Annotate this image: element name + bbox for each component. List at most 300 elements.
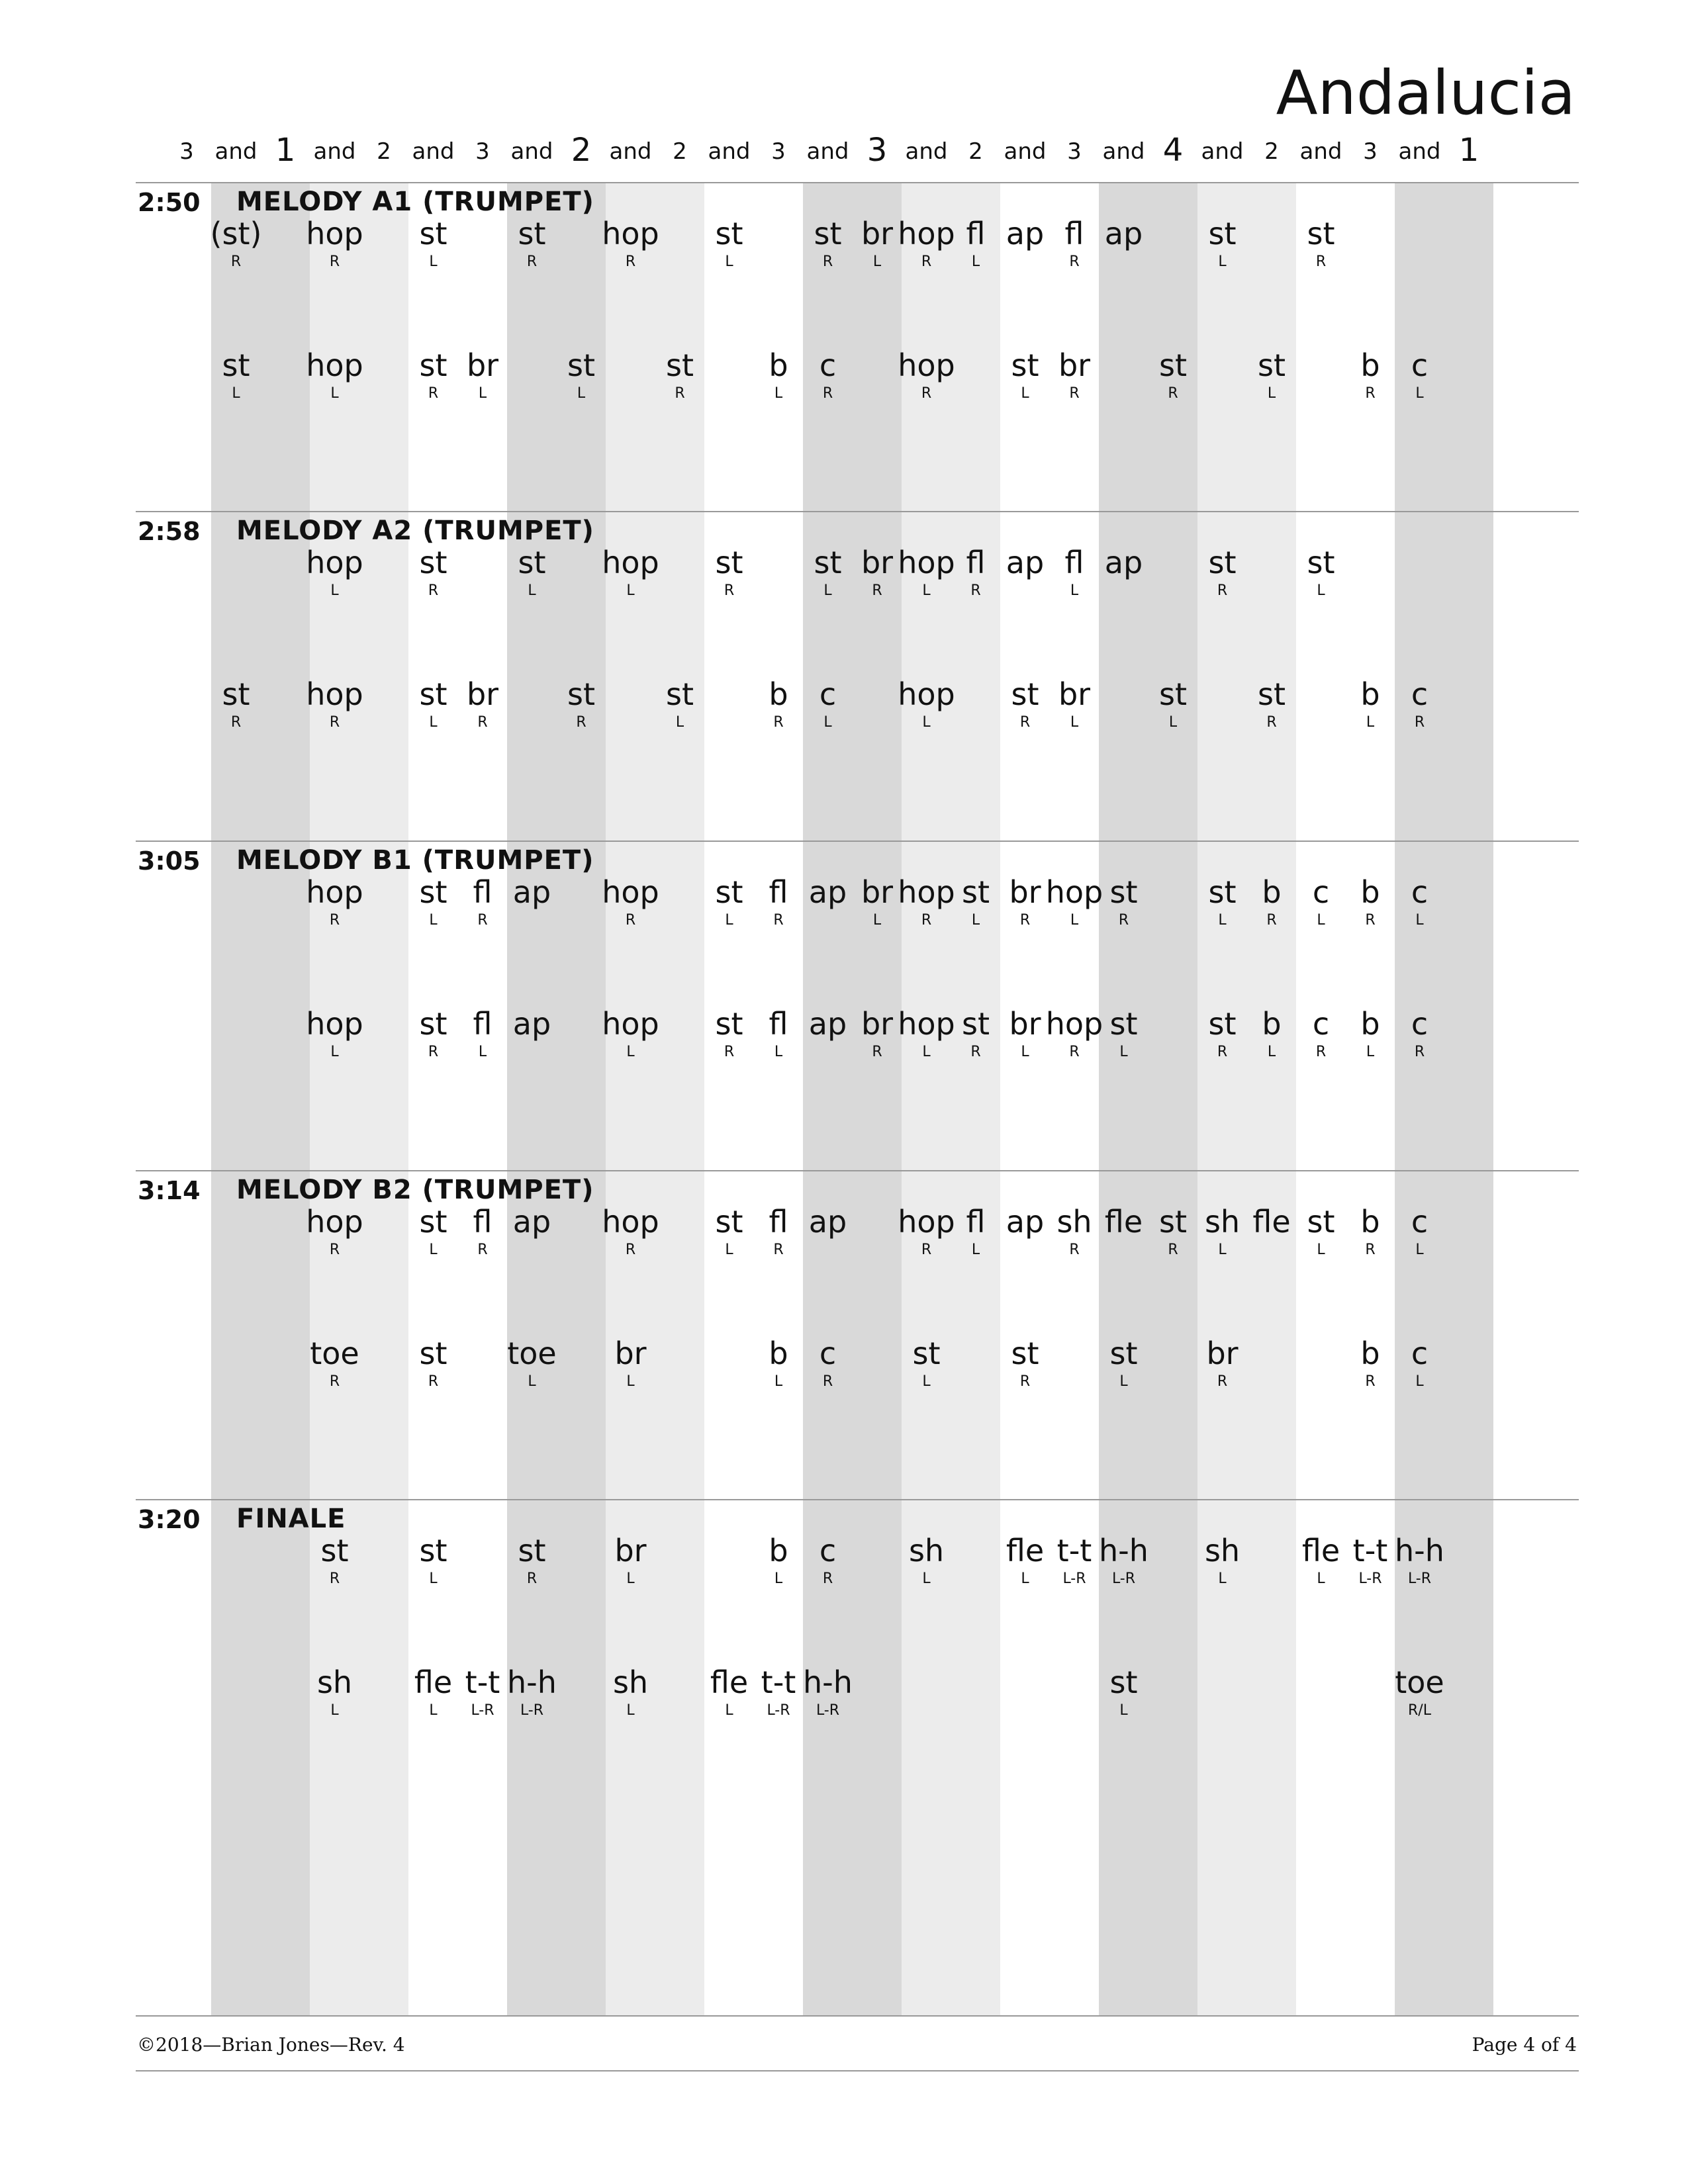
step-label: st [1011,1336,1039,1371]
step-label: b [769,347,788,383]
step-label: hop [602,1204,659,1240]
foot-indicator: R [970,1044,981,1060]
step-label: sh [612,1664,649,1700]
foot-indicator: R [921,253,932,270]
step-label: fl [473,1204,492,1240]
step-label: hop [898,676,955,712]
foot-indicator: R [230,253,242,270]
foot-indicator: R [477,1242,488,1258]
step-label: c [1411,1204,1429,1240]
step-label: st [419,1336,447,1371]
step-label: br [861,874,894,910]
step-label: sh [1056,1204,1092,1240]
foot-indicator: L [1218,253,1227,270]
beat-count: and [806,138,849,165]
step-label: b [1360,874,1380,910]
foot-indicator: R [1365,385,1376,402]
beat-count: 2 [1264,138,1279,165]
foot-indicator: R [625,912,636,929]
step-label: c [1411,1336,1429,1371]
foot-indicator: R [1217,1373,1228,1390]
step-label: c [819,1533,837,1569]
foot-indicator: L [725,1702,733,1719]
step-label: st [1158,1204,1187,1240]
step-label: st [1307,545,1335,580]
step-label: hop [602,545,659,580]
step-label: br [861,216,894,251]
beat-count: 2 [673,138,687,165]
footer-top-rule [136,2015,1579,2017]
foot-indicator: R [822,1570,833,1587]
step-label: st [715,545,743,580]
step-label: st [419,1533,447,1569]
step-label: ap [512,1006,551,1042]
beat-count: and [214,138,258,165]
step-label: hop [898,545,955,580]
foot-indicator: L [1021,385,1029,402]
foot-indicator: L [922,1373,931,1390]
step-label: hop [306,676,363,712]
foot-indicator: R [1266,912,1277,929]
foot-indicator: L [429,1570,438,1587]
beat-count: and [412,138,455,165]
step-label: st [715,1006,743,1042]
foot-indicator: R [1217,1044,1228,1060]
step-label: fl [1064,545,1084,580]
footer-copyright: ©2018—Brian Jones—Rev. 4 [137,2034,405,2056]
foot-indicator: L [1021,1044,1029,1060]
foot-indicator: L [626,1702,635,1719]
foot-indicator: R [329,1242,340,1258]
step-label: fle [710,1664,749,1700]
foot-indicator: R [428,1044,439,1060]
section-title: MELODY B2 (TRUMPET) [236,1175,594,1205]
step-label: fl [966,1204,986,1240]
foot-indicator: R [675,385,685,402]
step-label: st [1109,1006,1138,1042]
foot-indicator: L [1021,1570,1029,1587]
section-title: MELODY A1 (TRUMPET) [236,187,594,217]
step-label: st [567,676,595,712]
step-label: c [1411,676,1429,712]
foot-indicator: R [329,912,340,929]
foot-indicator: R [1365,1373,1376,1390]
beat-column-shade [902,182,1000,2015]
section-timestamp: 2:50 [138,188,201,217]
foot-indicator: L [1415,1373,1424,1390]
step-label: fle [1006,1533,1045,1569]
step-label: fl [769,1204,788,1240]
footer-page-number: Page 4 of 4 [1472,2034,1577,2056]
step-label: hop [898,1006,955,1042]
section-divider [136,1170,1579,1171]
foot-indicator: L [1119,1373,1128,1390]
step-label: st [1011,347,1039,383]
step-label: ap [1104,545,1143,580]
foot-indicator: R [1168,385,1178,402]
foot-indicator: L [1070,912,1079,929]
step-label: st [222,347,250,383]
step-label: b [769,676,788,712]
step-label: fle [1104,1204,1143,1240]
step-label: sh [316,1664,353,1700]
step-label: br [861,1006,894,1042]
step-label: toe [1395,1664,1444,1700]
foot-indicator: L [1415,385,1424,402]
step-label: st [715,216,743,251]
foot-indicator: R [1414,1044,1425,1060]
foot-indicator: R [477,714,488,731]
foot-indicator: L [872,912,882,929]
beat-column-shade [803,182,902,2015]
beat-count: and [1102,138,1145,165]
step-label: ap [512,874,551,910]
foot-indicator: L [725,1242,733,1258]
step-label: b [1360,347,1380,383]
foot-indicator: R [477,912,488,929]
foot-indicator: R [872,582,882,599]
beat-count: and [1398,138,1441,165]
foot-indicator: L [1415,1242,1424,1258]
step-label: toe [310,1336,359,1371]
foot-indicator: L [1317,1242,1325,1258]
section-divider [136,511,1579,512]
section-timestamp: 2:58 [138,517,201,546]
step-label: st [419,1006,447,1042]
foot-indicator: R [1069,253,1080,270]
step-label: st [1208,545,1237,580]
beat-count: and [708,138,751,165]
foot-indicator: L [1119,1044,1128,1060]
step-label: c [819,1336,837,1371]
step-label: st [1158,676,1187,712]
step-label: c [1411,347,1429,383]
foot-indicator: L [429,1702,438,1719]
section-title: MELODY B1 (TRUMPET) [236,845,594,876]
step-label: br [1009,1006,1041,1042]
foot-indicator: R [1266,714,1277,731]
step-label: fle [414,1664,453,1700]
step-label: br [614,1533,647,1569]
step-label: st [1307,1204,1335,1240]
step-label: br [861,545,894,580]
step-label: st [320,1533,349,1569]
step-label: st [222,676,250,712]
step-label: ap [808,874,847,910]
foot-indicator: R [329,1570,340,1587]
step-label: toe [507,1336,557,1371]
step-label: st [961,1006,990,1042]
foot-indicator: R [576,714,586,731]
step-label: ap [1006,545,1045,580]
step-label: fle [1252,1204,1291,1240]
foot-indicator: L [330,385,339,402]
foot-indicator: L-R [1358,1570,1382,1587]
foot-indicator: R [822,1373,833,1390]
step-label: fl [966,545,986,580]
step-label: b [1360,1204,1380,1240]
foot-indicator: L [626,1570,635,1587]
step-label: st [1208,216,1237,251]
foot-indicator: L [774,1570,783,1587]
foot-indicator: L [774,1373,783,1390]
step-label: h-h [1099,1533,1149,1569]
foot-indicator: R [428,385,439,402]
step-label: st [814,545,842,580]
foot-indicator: R [428,1373,439,1390]
step-label: b [1360,1006,1380,1042]
foot-indicator: L [1267,385,1276,402]
beat-count: 3 [475,138,490,165]
foot-indicator: L-R [1111,1570,1136,1587]
foot-indicator: L [922,1570,931,1587]
step-label: hop [306,545,363,580]
step-label: hop [898,216,955,251]
footer-bottom-rule [136,2070,1579,2071]
foot-indicator: R [724,1044,735,1060]
foot-indicator: L [971,1242,980,1258]
foot-indicator: L [330,1702,339,1719]
step-label: h-h [1395,1533,1444,1569]
section-timestamp: 3:20 [138,1505,201,1534]
step-label: br [1206,1336,1239,1371]
step-label: b [1262,1006,1282,1042]
foot-indicator: L [1267,1044,1276,1060]
foot-indicator: L [1317,1570,1325,1587]
foot-indicator: R [1118,912,1129,929]
foot-indicator: L [429,912,438,929]
step-label: b [1360,1336,1380,1371]
foot-indicator: R [921,912,932,929]
step-label: st [1158,347,1187,383]
beat-count: 1 [1458,132,1479,169]
step-label: st [518,545,546,580]
step-label: st [912,1336,941,1371]
section-title: FINALE [236,1504,346,1534]
step-label: st [518,216,546,251]
step-label: b [769,1533,788,1569]
foot-indicator: R [773,1242,784,1258]
foot-indicator: L [1119,1702,1128,1719]
step-label: hop [898,874,955,910]
step-label: c [1312,874,1330,910]
foot-indicator: L-R [471,1702,494,1719]
foot-indicator: R [329,1373,340,1390]
step-label: st [419,1204,447,1240]
step-label: st [419,676,447,712]
beat-column-shade [310,182,408,2015]
step-label: br [466,347,499,383]
beat-count: and [905,138,948,165]
foot-indicator: R [773,912,784,929]
foot-indicator: L [1317,912,1325,929]
step-label: ap [1006,1204,1045,1240]
step-label: ap [808,1006,847,1042]
step-label: st [665,347,694,383]
foot-indicator: R [526,1570,538,1587]
section-divider [136,841,1579,842]
beat-column-shade [1395,182,1493,2015]
beat-count: 2 [968,138,983,165]
foot-indicator: R [1069,1044,1080,1060]
step-label: st [1257,347,1286,383]
foot-indicator: L [429,1242,438,1258]
step-label: t-t [761,1664,796,1700]
step-label: ap [808,1204,847,1240]
foot-indicator: L [577,385,586,402]
step-label: sh [908,1533,945,1569]
beat-count: and [510,138,553,165]
foot-indicator: R [872,1044,882,1060]
foot-indicator: L-R [1062,1570,1086,1587]
section-divider [136,182,1579,183]
foot-indicator: L [675,714,684,731]
foot-indicator: R [822,385,833,402]
beat-count: 3 [1363,138,1378,165]
step-label: hop [306,216,363,251]
foot-indicator: L [774,385,783,402]
foot-indicator: R/L [1408,1702,1431,1719]
foot-indicator: R [921,1242,932,1258]
foot-indicator: L [971,912,980,929]
foot-indicator: L [1366,1044,1375,1060]
step-label: st [1208,874,1237,910]
beat-column-shade [211,182,310,2015]
foot-indicator: L [1070,714,1079,731]
step-label: b [1262,874,1282,910]
foot-indicator: R [773,714,784,731]
step-label: br [1058,676,1091,712]
beat-count: 4 [1162,132,1184,169]
step-label: hop [306,347,363,383]
foot-indicator: L [626,1373,635,1390]
step-label: hop [602,1006,659,1042]
step-label: t-t [465,1664,500,1700]
step-label: st [419,216,447,251]
foot-indicator: R [1019,912,1031,929]
step-label: st [419,347,447,383]
step-label: c [1411,1006,1429,1042]
foot-indicator: L [626,582,635,599]
foot-indicator: R [329,714,340,731]
beat-count: and [609,138,652,165]
foot-indicator: L [528,582,536,599]
foot-indicator: L [626,1044,635,1060]
foot-indicator: L [232,385,240,402]
beat-count: 1 [275,132,296,169]
foot-indicator: L [823,582,832,599]
step-label: st [419,545,447,580]
section-timestamp: 3:14 [138,1176,201,1205]
foot-indicator: R [428,582,439,599]
foot-indicator: L [971,253,980,270]
step-label: st [1208,1006,1237,1042]
step-label: c [819,676,837,712]
step-label: sh [1204,1204,1241,1240]
beat-count: and [1004,138,1047,165]
foot-indicator: L [1218,912,1227,929]
step-label: hop [306,1006,363,1042]
step-label: fl [1064,216,1084,251]
foot-indicator: L [872,253,882,270]
foot-indicator: L [1168,714,1178,731]
foot-indicator: L [478,385,487,402]
foot-indicator: R [1019,714,1031,731]
foot-indicator: R [1315,1044,1327,1060]
foot-indicator: L [1366,714,1375,731]
step-label: c [819,347,837,383]
beat-count: 3 [867,132,888,169]
foot-indicator: R [1069,1242,1080,1258]
foot-indicator: L [330,582,339,599]
step-label: st [567,347,595,383]
step-label: b [1360,676,1380,712]
step-label: br [1009,874,1041,910]
foot-indicator: L-R [1407,1570,1432,1587]
step-label: ap [1104,216,1143,251]
step-label: hop [602,874,659,910]
foot-indicator: R [1315,253,1327,270]
step-label: st [1257,676,1286,712]
step-label: t-t [1352,1533,1388,1569]
foot-indicator: R [822,253,833,270]
step-label: fl [966,216,986,251]
foot-indicator: L [725,253,733,270]
beat-count: and [313,138,356,165]
foot-indicator: L-R [520,1702,544,1719]
foot-indicator: R [1168,1242,1178,1258]
foot-indicator: R [970,582,981,599]
section-title: MELODY A2 (TRUMPET) [236,516,594,546]
foot-indicator: L [429,253,438,270]
step-label: ap [1006,216,1045,251]
foot-indicator: R [526,253,538,270]
step-label: br [1058,347,1091,383]
step-label: t-t [1056,1533,1092,1569]
step-label: st [419,874,447,910]
foot-indicator: L [823,714,832,731]
foot-indicator: R [724,582,735,599]
step-label: h-h [507,1664,557,1700]
foot-indicator: L [1317,582,1325,599]
step-label: hop [898,1204,955,1240]
step-label: br [466,676,499,712]
foot-indicator: R [625,253,636,270]
step-label: hop [306,1204,363,1240]
step-label: c [1411,874,1429,910]
beat-column-shade [606,182,704,2015]
beat-count: 2 [571,132,592,169]
foot-indicator: L-R [767,1702,790,1719]
step-label: st [1109,1336,1138,1371]
step-label: hop [1045,874,1103,910]
step-label: br [614,1336,647,1371]
foot-indicator: L [1070,582,1079,599]
foot-indicator: R [329,253,340,270]
step-label: ap [512,1204,551,1240]
beat-count: and [1201,138,1244,165]
step-label: sh [1204,1533,1241,1569]
step-label: st [814,216,842,251]
step-label: st [518,1533,546,1569]
foot-indicator: R [1414,714,1425,731]
foot-indicator: R [1217,582,1228,599]
foot-indicator: L [1415,912,1424,929]
step-label: st [1109,874,1138,910]
foot-indicator: R [625,1242,636,1258]
foot-indicator: L [922,1044,931,1060]
step-label: fle [1301,1533,1340,1569]
